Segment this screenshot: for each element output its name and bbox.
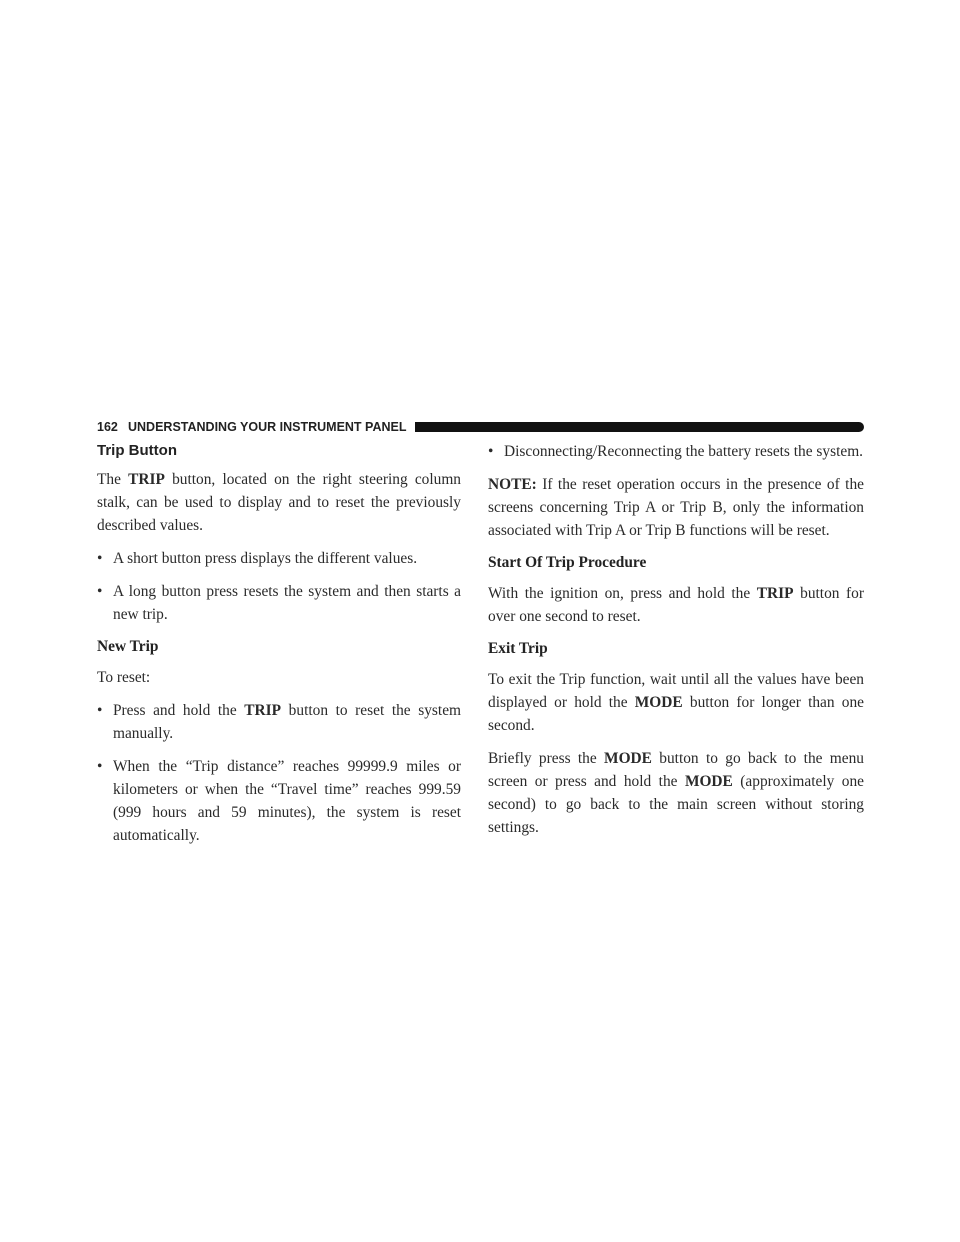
page-header	[97, 418, 864, 436]
new-trip-heading: New Trip	[97, 638, 159, 655]
page-number: 162	[97, 420, 118, 434]
header-rule	[415, 422, 864, 432]
list-item: • Press and hold the TRIP button to reset the system manually.	[97, 702, 461, 742]
list-item: • A long button press resets the system and then starts a new trip.	[97, 583, 461, 623]
to-reset-text: To reset:	[97, 669, 151, 686]
list-item: • When the “Trip distance” reaches 99999.9 miles or kilometers or when the “Travel time” reaches 999.59 (999 hours and 59 minutes), the system is reset automatically.	[97, 758, 461, 844]
list-item: • Disconnecting/Reconnecting the battery resets the system.	[488, 443, 864, 460]
exit-trip-heading: Exit Trip	[488, 640, 548, 657]
trip-intro-paragraph: The TRIP button, located on the right steering column stalk, can be used to display and to reset the previously described values.	[97, 471, 461, 534]
list-item: • A short button press displays the different values.	[97, 550, 418, 567]
note-paragraph: NOTE: If the reset operation occurs in the presence of the screens concerning Trip A or Trip B, only the information associated with Trip A or Trip B functions will be reset.	[488, 476, 864, 539]
briefly-press-paragraph: Briefly press the MODE button to go back to the menu screen or press and hold the MODE (approximately one second) to go back to the main screen without storing settings.	[488, 750, 864, 836]
right-column	[488, 440, 864, 849]
trip-button-heading: Trip Button	[97, 442, 177, 459]
section-title: UNDERSTANDING YOUR INSTRUMENT PANEL	[128, 420, 407, 434]
start-of-trip-paragraph: With the ignition on, press and hold the TRIP button for over one second to reset.	[488, 585, 864, 625]
exit-trip-paragraph: To exit the Trip function, wait until all the values have been displayed or hold the MODE button for longer than one second.	[488, 671, 864, 734]
start-of-trip-heading: Start Of Trip Procedure	[488, 554, 647, 571]
left-column	[97, 440, 461, 857]
